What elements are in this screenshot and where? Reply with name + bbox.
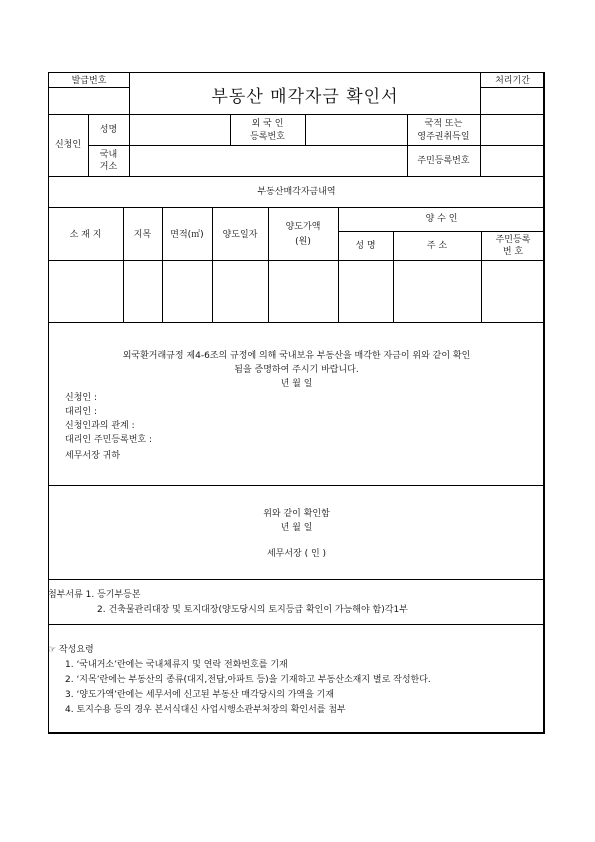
transferee-address-cell[interactable] (394, 261, 480, 321)
col-area: 면적(㎡) (170, 230, 204, 240)
name-field[interactable] (130, 115, 229, 144)
request-text-line-2: 됨을 증명하여 주시기 바랍니다. (234, 365, 359, 375)
request-applicant: 신청인 : (65, 393, 97, 403)
col-transfer-price-2: (원) (295, 237, 311, 247)
location-cell[interactable] (49, 261, 122, 321)
col-transferee-name: 성 명 (355, 241, 376, 251)
transfer-date-cell[interactable] (213, 261, 267, 321)
request-relation: 신청인과의 관계 : (65, 421, 135, 431)
foreigner-reg-field[interactable] (306, 115, 406, 144)
processing-period-label: 처리기간 (495, 76, 530, 86)
request-date: 년 월 일 (280, 379, 313, 389)
col-transferee: 양 수 인 (425, 214, 458, 224)
divider (48, 114, 545, 115)
request-agent: 대리인 : (65, 407, 97, 417)
instruction-item: 4. 토지수용 등의 경우 본서식대신 사업시행소관부처장의 확인서를 첨부 (65, 705, 346, 715)
confirmation-date: 년 월 일 (280, 523, 313, 533)
col-location: 소 재 지 (69, 230, 102, 240)
nationality-label-2: 영주권취득일 (417, 132, 470, 142)
name-label: 성명 (99, 125, 118, 135)
request-addressee: 세무서장 귀하 (65, 451, 121, 461)
domestic-address-label-1: 국내 (99, 150, 118, 160)
col-transferee-resident-2: 번 호 (502, 247, 524, 257)
confirmation-signer: 세무서장 ( 인 ) (266, 549, 327, 559)
col-transferee-address: 주 소 (426, 241, 448, 251)
col-land-category: 지목 (133, 230, 152, 240)
divider (48, 624, 545, 625)
resident-reg-field[interactable] (481, 146, 544, 175)
nationality-label-1: 국적 또는 (424, 119, 463, 129)
transferee-name-cell[interactable] (339, 261, 392, 321)
divider (48, 176, 545, 177)
instruction-item: 2. ‘지목’란에는 부동산의 종류(대지,전답,아파트 등)을 기재하고 부동산소재지 별로 작성한다. (65, 675, 431, 685)
foreigner-reg-label-1: 외 국 인 (251, 119, 284, 129)
instructions-heading: ☞ 작성요령 (48, 645, 94, 655)
request-text-line-1: 외국환거래규정 제4-6조의 규정에 의해 국내보유 부동산을 매각한 자금이 위와 같이 확인 (122, 351, 471, 361)
col-transfer-price-1: 양도가액 (285, 222, 321, 232)
details-section-title: 부동산매각자금내역 (257, 187, 336, 197)
attachment-line-1: 첨부서류 1. 등기부등본 (48, 590, 141, 600)
area-cell[interactable] (163, 261, 211, 321)
nationality-field[interactable] (481, 115, 544, 144)
divider (48, 485, 545, 486)
divider (480, 87, 545, 88)
foreigner-reg-label-2: 등록번호 (250, 132, 285, 142)
divider (48, 579, 545, 580)
page-title: 부동산 매각자금 확인서 (211, 87, 399, 107)
divider (338, 231, 545, 232)
applicant-label: 신청인 (54, 140, 82, 150)
resident-reg-label: 주민등록번호 (417, 156, 470, 166)
attachment-line-2: 2. 건축물관리대장 및 토지대장(양도당시의 토지등급 확인이 가능해야 함)각1부 (97, 605, 408, 615)
divider (48, 322, 545, 323)
col-transfer-date: 양도일자 (222, 230, 258, 240)
divider (48, 87, 130, 88)
domestic-address-label-2: 거소 (99, 162, 118, 172)
domestic-address-field[interactable] (130, 146, 406, 175)
issue-no-label: 발급번호 (71, 76, 107, 86)
request-agent-resident: 대리인 주민등록번호 : (65, 435, 153, 445)
transfer-price-cell[interactable] (269, 261, 337, 321)
instruction-item: 1. ‘국내거소’란에는 국내체류지 및 연락 전화번호를 기재 (65, 660, 288, 670)
instruction-item: 3. ‘양도가액’란에는 세무서에 신고된 부동산 매각당시의 가액을 기재 (65, 690, 335, 700)
col-transferee-resident-1: 주민등록 (495, 235, 531, 245)
land-category-cell[interactable] (124, 261, 161, 321)
confirmation-text: 위와 같이 확인함 (263, 509, 330, 519)
transferee-resident-cell[interactable] (482, 261, 544, 321)
